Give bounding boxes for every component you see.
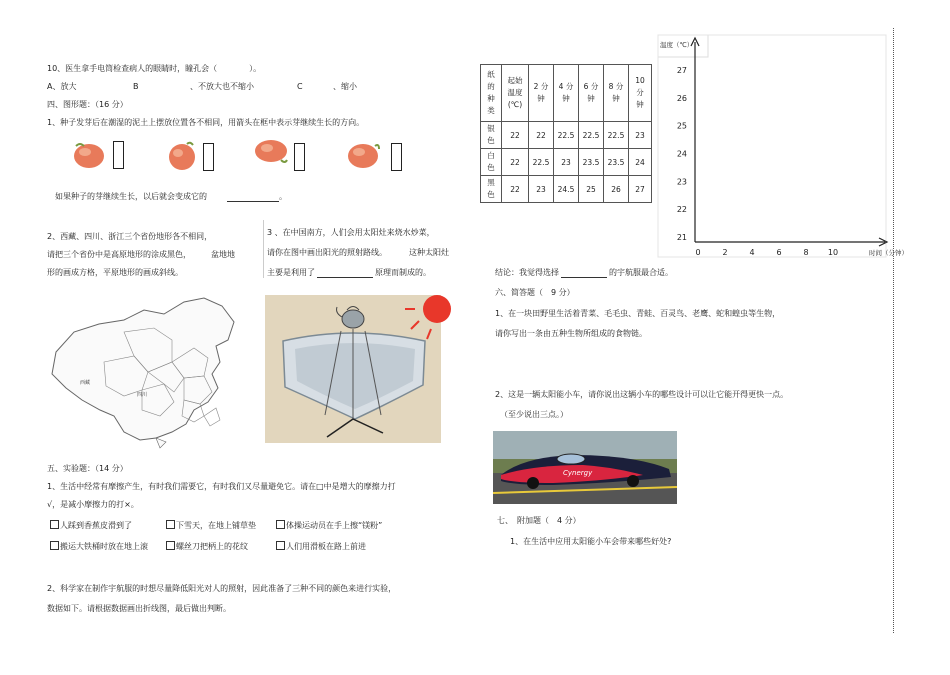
arrow-box-4[interactable]: [391, 143, 402, 171]
solar-car-image[interactable]: [493, 431, 677, 504]
table-cell: 23.5: [579, 149, 604, 176]
china-map[interactable]: [44, 292, 244, 450]
friction-option-4[interactable]: 搬运大铁桶时放在地上滚: [50, 541, 148, 552]
arrow-box-3[interactable]: [294, 143, 305, 171]
seed-image-4: [345, 140, 381, 170]
q2-box-divider: [263, 220, 264, 278]
chart-frame: [658, 35, 886, 257]
section4-q2-line1: 2、西藏、四川、浙江三个省份地形各不相同，: [47, 232, 213, 241]
temperature-table: [480, 64, 652, 203]
section6-q1-line2: 请你写出一条由五种生物所组成的食物链。: [495, 329, 647, 338]
seed-image-1: [72, 140, 106, 170]
table-cell: 22.5: [554, 122, 579, 149]
table-cell: 25: [579, 176, 604, 203]
section4-q1-follow: 如果种子的芽继续生长，以后就会变成它的 。: [55, 192, 287, 201]
table-cell: 24.5: [554, 176, 579, 203]
row-label: 黑 色: [481, 176, 502, 203]
q10-option-c: C: [297, 82, 303, 91]
x-tick-label: 10: [827, 248, 839, 257]
y-tick-label: 25: [676, 121, 687, 131]
table-cell: 22: [502, 122, 529, 149]
table-cell: 23.5: [604, 149, 629, 176]
arrow-box-1[interactable]: [113, 141, 124, 169]
x-axis-label: 时间（分钟）: [869, 249, 908, 257]
section7-title: 七、 附加题（ 4 分）: [497, 516, 581, 525]
section4-q3-line3: 主要是利用了 原理而制成的。: [267, 268, 431, 277]
table-row-white: [481, 149, 652, 176]
table-header-row: [481, 65, 652, 122]
solar-cooker-image[interactable]: [265, 295, 441, 443]
seed-image-3: [253, 136, 289, 166]
header-start-temp: 起始 温度 (℃): [502, 65, 529, 122]
y-tick-label: 23: [676, 177, 687, 187]
q10-text: 10、医生拿手电筒检查病人的眼睛时，瞳孔会（ ）。: [47, 64, 262, 73]
section5-q1-line2: √，是减小摩擦力的打×。: [47, 500, 139, 509]
q10-option-c-text: 、缩小: [333, 82, 357, 91]
friction-option-2[interactable]: 下雪天，在地上铺草垫: [166, 520, 256, 531]
section4-q2-line3: 形的画成方格，平原地形的画成斜线。: [47, 268, 183, 277]
header-10min: 10 分 钟: [629, 65, 652, 122]
section6-title: 六、简答题（ 9 分）: [495, 288, 575, 297]
friction-checkbox-5[interactable]: [166, 541, 175, 550]
friction-checkbox-6[interactable]: [276, 541, 285, 550]
row-label: 银 色: [481, 122, 502, 149]
section6-q2-line2: （至少说出三点。）: [500, 410, 568, 419]
friction-option-5[interactable]: 螺丝刀把柄上的花纹: [166, 541, 248, 552]
answer-blank-suit[interactable]: [561, 268, 607, 278]
q10-option-b-text: 、不放大也不缩小: [190, 82, 254, 91]
row-label: 白 色: [481, 149, 502, 176]
x-tick-label: 0: [695, 248, 701, 257]
y-tick-label: 27: [676, 66, 687, 75]
y-tick-label: 21: [676, 233, 687, 242]
y-tick-label: 22: [676, 205, 687, 215]
table-cell: 27: [629, 176, 652, 203]
friction-option-6[interactable]: 人们用滑板在路上前进: [276, 541, 366, 552]
table-cell: 23: [554, 149, 579, 176]
table-cell: 22: [502, 176, 529, 203]
header-paper-type: 纸 的 种 类: [481, 65, 502, 122]
section5-q1-line1: 1、生活中经常有摩擦产生，有时我们需要它，有时我们又尽量避免它。请在□中是增大的摩擦力打: [47, 482, 396, 491]
table-row-black: [481, 176, 652, 203]
header-4min: 4 分 钟: [554, 65, 579, 122]
table-cell: 22.5: [529, 149, 554, 176]
section6-q2-line1: 2、这是一辆太阳能小车，请你说出这辆小车的哪些设计可以让它能开得更快一点。: [495, 390, 789, 399]
friction-option-3[interactable]: 体操运动员在手上擦“镁粉”: [276, 520, 382, 531]
y-tick-label: 26: [676, 93, 687, 103]
section4-q3-line1: 3 、在中国南方，人们会用太阳灶来烧水炒菜，: [267, 228, 435, 237]
section6-q1-line1: 1、在一块田野里生活着青菜、毛毛虫、青蛙、百灵鸟、老鹰、蛇和蝗虫等生物，: [495, 309, 781, 318]
friction-checkbox-2[interactable]: [166, 520, 175, 529]
x-tick-label: 4: [749, 248, 755, 257]
table-row-silver: [481, 122, 652, 149]
header-6min: 6 分 钟: [579, 65, 604, 122]
y-tick-label: 24: [676, 149, 687, 159]
header-2min: 2 分 钟: [529, 65, 554, 122]
arrow-box-2[interactable]: [203, 143, 214, 171]
table-cell: 24: [629, 149, 652, 176]
seed-image-2: [165, 140, 199, 172]
map-label-tibet: 西藏: [80, 380, 91, 386]
table-cell: 26: [604, 176, 629, 203]
friction-option-1[interactable]: 人踩到香蕉皮滑到了: [50, 520, 132, 531]
y-axis-label: 温度（℃）: [660, 41, 694, 49]
table-cell: 23: [629, 122, 652, 149]
friction-checkbox-1[interactable]: [50, 520, 59, 529]
friction-checkbox-3[interactable]: [276, 520, 285, 529]
x-tick-label: 8: [803, 248, 809, 257]
table-cell: 22: [529, 122, 554, 149]
car-brand-text: Cynergy: [563, 469, 593, 477]
q10-option-b: B: [133, 82, 139, 91]
table-cell: 22.5: [579, 122, 604, 149]
page-fold-line: [893, 28, 894, 633]
section4-q3-line2: 请你在图中画出阳光的照射路线。 这种太阳灶: [267, 248, 449, 257]
temperature-line-chart[interactable]: [650, 30, 908, 270]
section4-q1: 1、种子发芽后在潮湿的泥土上摆放位置各不相同，用箭头在框中表示芽继续生长的方向。: [47, 118, 365, 127]
header-8min: 8 分 钟: [604, 65, 629, 122]
table-cell: 23: [529, 176, 554, 203]
table-cell: 22: [502, 149, 529, 176]
section7-q1: 1、在生活中应用太阳能小车会带来哪些好处?: [510, 537, 672, 546]
answer-blank-seed[interactable]: [227, 192, 279, 202]
section4-title: 四、图形题：（16 分）: [47, 100, 128, 109]
map-label-sichuan: 四川: [137, 392, 148, 398]
table-cell: 22.5: [604, 122, 629, 149]
section5-title: 五、实验题：（14 分）: [47, 464, 128, 473]
section4-q2-line2: 请把三个省份中是高原地形的涂成黑色， 盆地地: [47, 250, 235, 259]
x-tick-label: 2: [722, 248, 728, 257]
friction-checkbox-4[interactable]: [50, 541, 59, 550]
conclusion-text: 结论：我觉得选择 的宇航服最合适。: [495, 268, 673, 277]
answer-blank-principle[interactable]: [317, 268, 373, 278]
q10-option-a: A、放大: [47, 82, 77, 91]
x-tick-label: 6: [776, 248, 782, 257]
section5-q2-line1: 2、科学家在制作宇航服的时想尽量降低阳光对人的照射，因此准备了三种不同的颜色来进行实验，: [47, 584, 397, 593]
section5-q2-line2: 数据如下。请根据数据画出折线图，最后做出判断。: [47, 604, 231, 613]
